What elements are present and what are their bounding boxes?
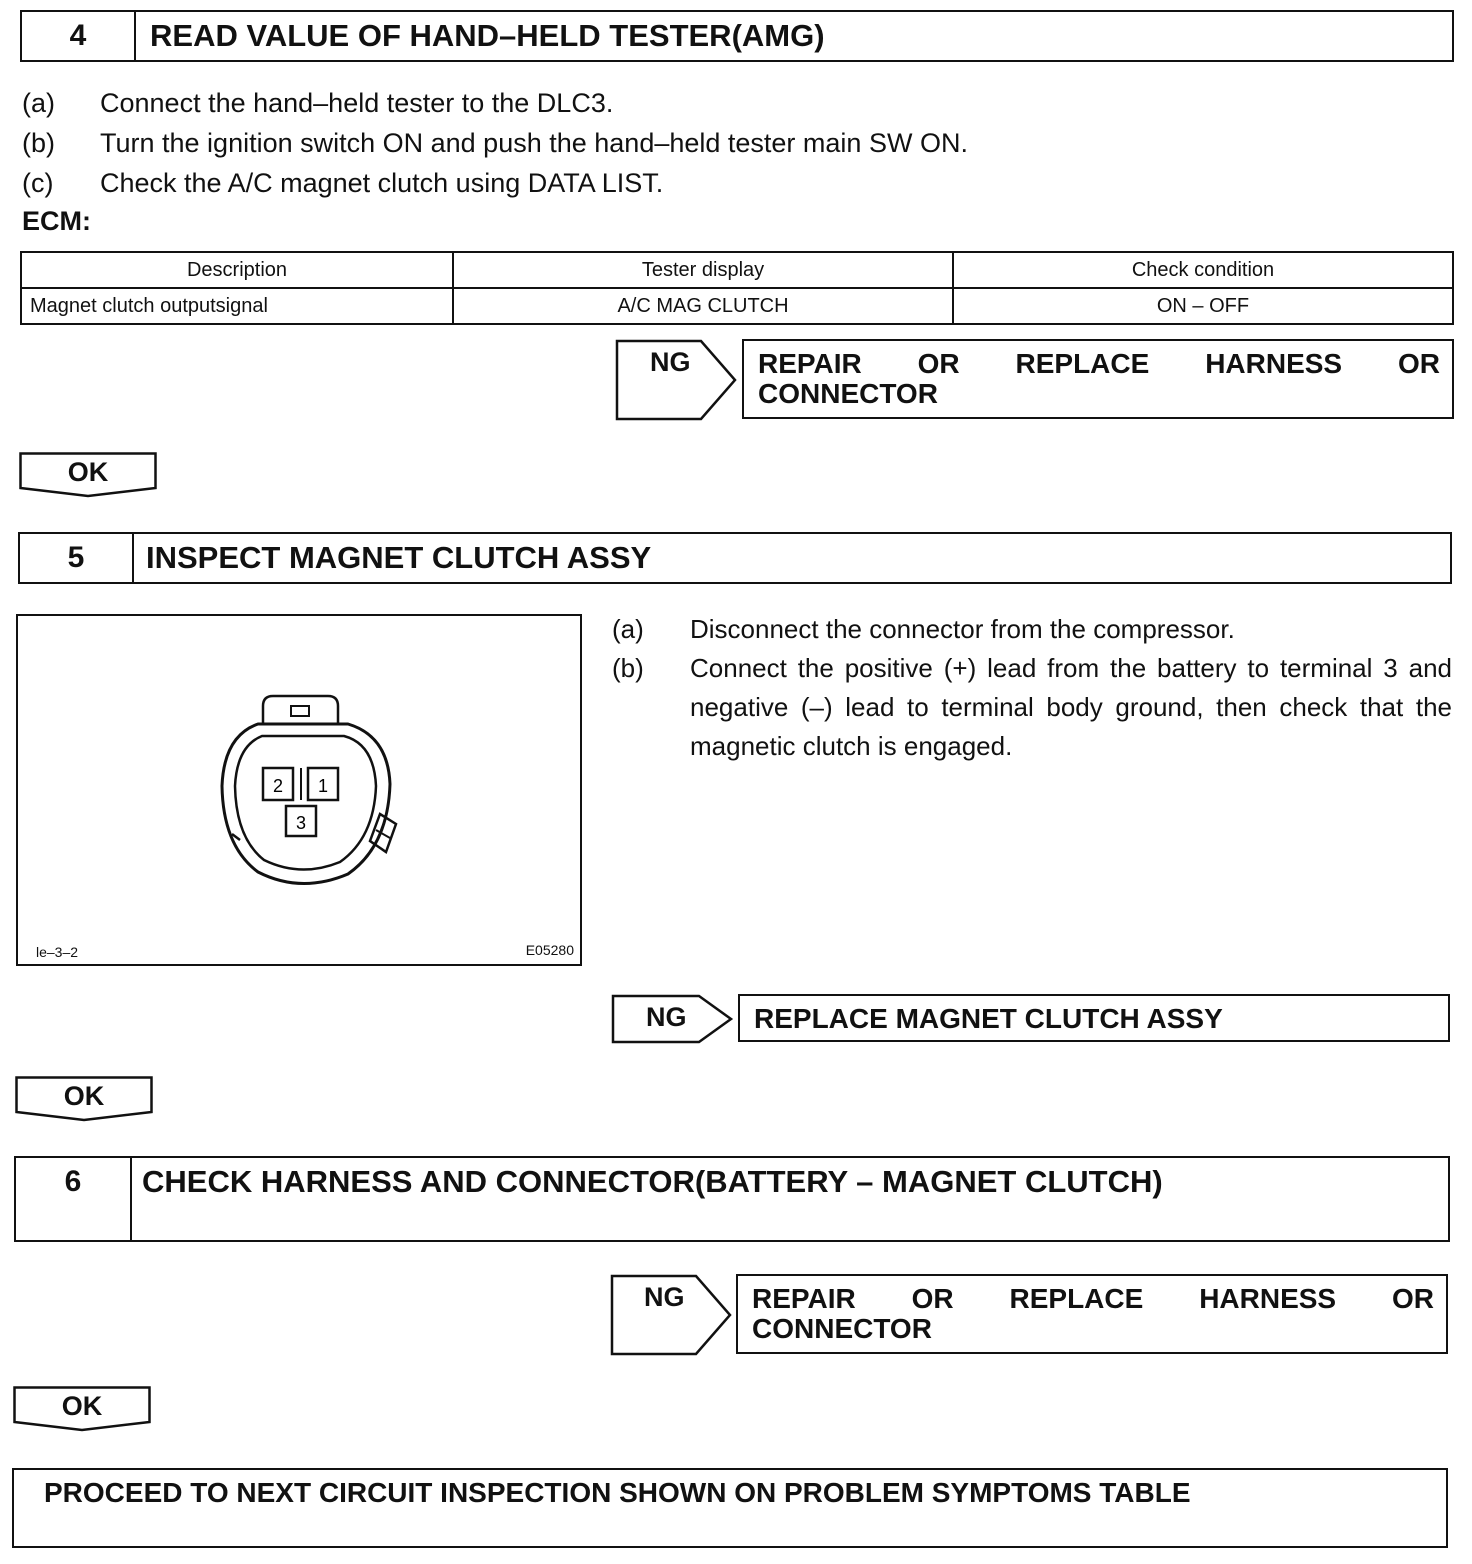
action-word: CONNECTOR <box>758 378 938 409</box>
step-4-ok-label: OK <box>67 457 109 487</box>
step-5-ok-tab <box>15 1076 153 1122</box>
instruction-label: (a) <box>22 88 55 118</box>
step-4-instruction-b <box>22 128 1222 162</box>
action-word: OR <box>1392 1283 1434 1314</box>
proceed-text: PROCEED TO NEXT CIRCUIT INSPECTION SHOWN ON PROBLEM SYMPTOMS TABLE <box>44 1477 1191 1508</box>
action-word: REPLACE <box>1015 348 1150 379</box>
step-6-ng-label: NG <box>644 1282 685 1312</box>
instruction-text: Connect the positive (+) lead from the battery to terminal 3 and negative (–) lead to terminal body ground, then check that the magnetic clutch is engaged. <box>690 653 1452 761</box>
proceed-box <box>12 1468 1448 1548</box>
step-5-instruction-a <box>612 610 1454 649</box>
step-6-ok-tab <box>13 1386 151 1432</box>
step-5-ng-action-text: REPLACE MAGNET CLUTCH ASSY <box>754 1003 1223 1034</box>
step-4-instruction-c <box>22 168 1222 202</box>
step-5-ng-label: NG <box>646 1002 687 1032</box>
instruction-label: (b) <box>22 128 55 158</box>
step-6-title: CHECK HARNESS AND CONNECTOR(BATTERY – MAGNET CLUTCH) <box>142 1164 1163 1199</box>
connector-figure <box>16 614 582 966</box>
step-4-ng-label: NG <box>650 347 691 377</box>
step-5-title: INSPECT MAGNET CLUTCH ASSY <box>146 540 652 575</box>
instruction-label: (b) <box>612 653 644 683</box>
connector-diagram <box>18 616 580 964</box>
action-word: REPAIR <box>758 348 862 379</box>
action-word: OR <box>911 1283 954 1314</box>
step-5-ok-label: OK <box>63 1081 105 1111</box>
ecm-data-table <box>20 251 1454 325</box>
step-6-header <box>14 1156 1450 1242</box>
step-4-ok-tab <box>19 452 157 498</box>
terminal-2-label: 2 <box>272 776 284 796</box>
action-word: REPAIR <box>752 1283 856 1314</box>
table-cell: ON – OFF <box>953 288 1453 324</box>
terminal-3-label: 3 <box>295 813 307 833</box>
step-6-number: 6 <box>16 1158 132 1240</box>
figure-caption-right: E05280 <box>525 942 574 958</box>
action-word: OR <box>917 348 960 379</box>
instruction-text: Check the A/C magnet clutch using DATA LIST. <box>100 168 664 198</box>
table-header-cell: Tester display <box>453 252 953 288</box>
table-row <box>21 288 1453 324</box>
action-word: HARNESS <box>1199 1283 1337 1314</box>
table-header-row <box>21 252 1453 288</box>
action-word: HARNESS <box>1205 348 1343 379</box>
table-header-cell: Description <box>21 252 453 288</box>
ecm-label: ECM: <box>22 206 91 236</box>
table-cell: Magnet clutch outputsignal <box>21 288 453 324</box>
figure-caption-left: le–3–2 <box>36 944 79 960</box>
instruction-label: (a) <box>612 614 644 644</box>
step-5-instruction-b <box>612 649 1452 766</box>
step-4-instruction-a <box>22 88 1222 122</box>
step-5-number: 5 <box>20 534 134 582</box>
step-4-header <box>20 10 1454 62</box>
step-4-number: 4 <box>22 12 136 60</box>
action-word: OR <box>1398 348 1440 379</box>
instruction-text: Connect the hand–held tester to the DLC3. <box>100 88 614 118</box>
step-6-ok-label: OK <box>61 1391 103 1421</box>
step-4-title: READ VALUE OF HAND–HELD TESTER(AMG) <box>150 18 825 53</box>
terminal-1-label: 1 <box>317 776 329 796</box>
step-4-ng-action <box>742 339 1454 419</box>
step-5-ng-action <box>738 994 1450 1042</box>
step-6-ng-action <box>736 1274 1448 1354</box>
instruction-label: (c) <box>22 168 54 198</box>
action-word: REPLACE <box>1009 1283 1144 1314</box>
table-cell: A/C MAG CLUTCH <box>453 288 953 324</box>
table-header-cell: Check condition <box>953 252 1453 288</box>
instruction-text: Disconnect the connector from the compressor. <box>690 614 1235 644</box>
step-5-header <box>18 532 1452 584</box>
instruction-text: Turn the ignition switch ON and push the hand–held tester main SW ON. <box>100 128 968 158</box>
action-word: CONNECTOR <box>752 1313 932 1344</box>
